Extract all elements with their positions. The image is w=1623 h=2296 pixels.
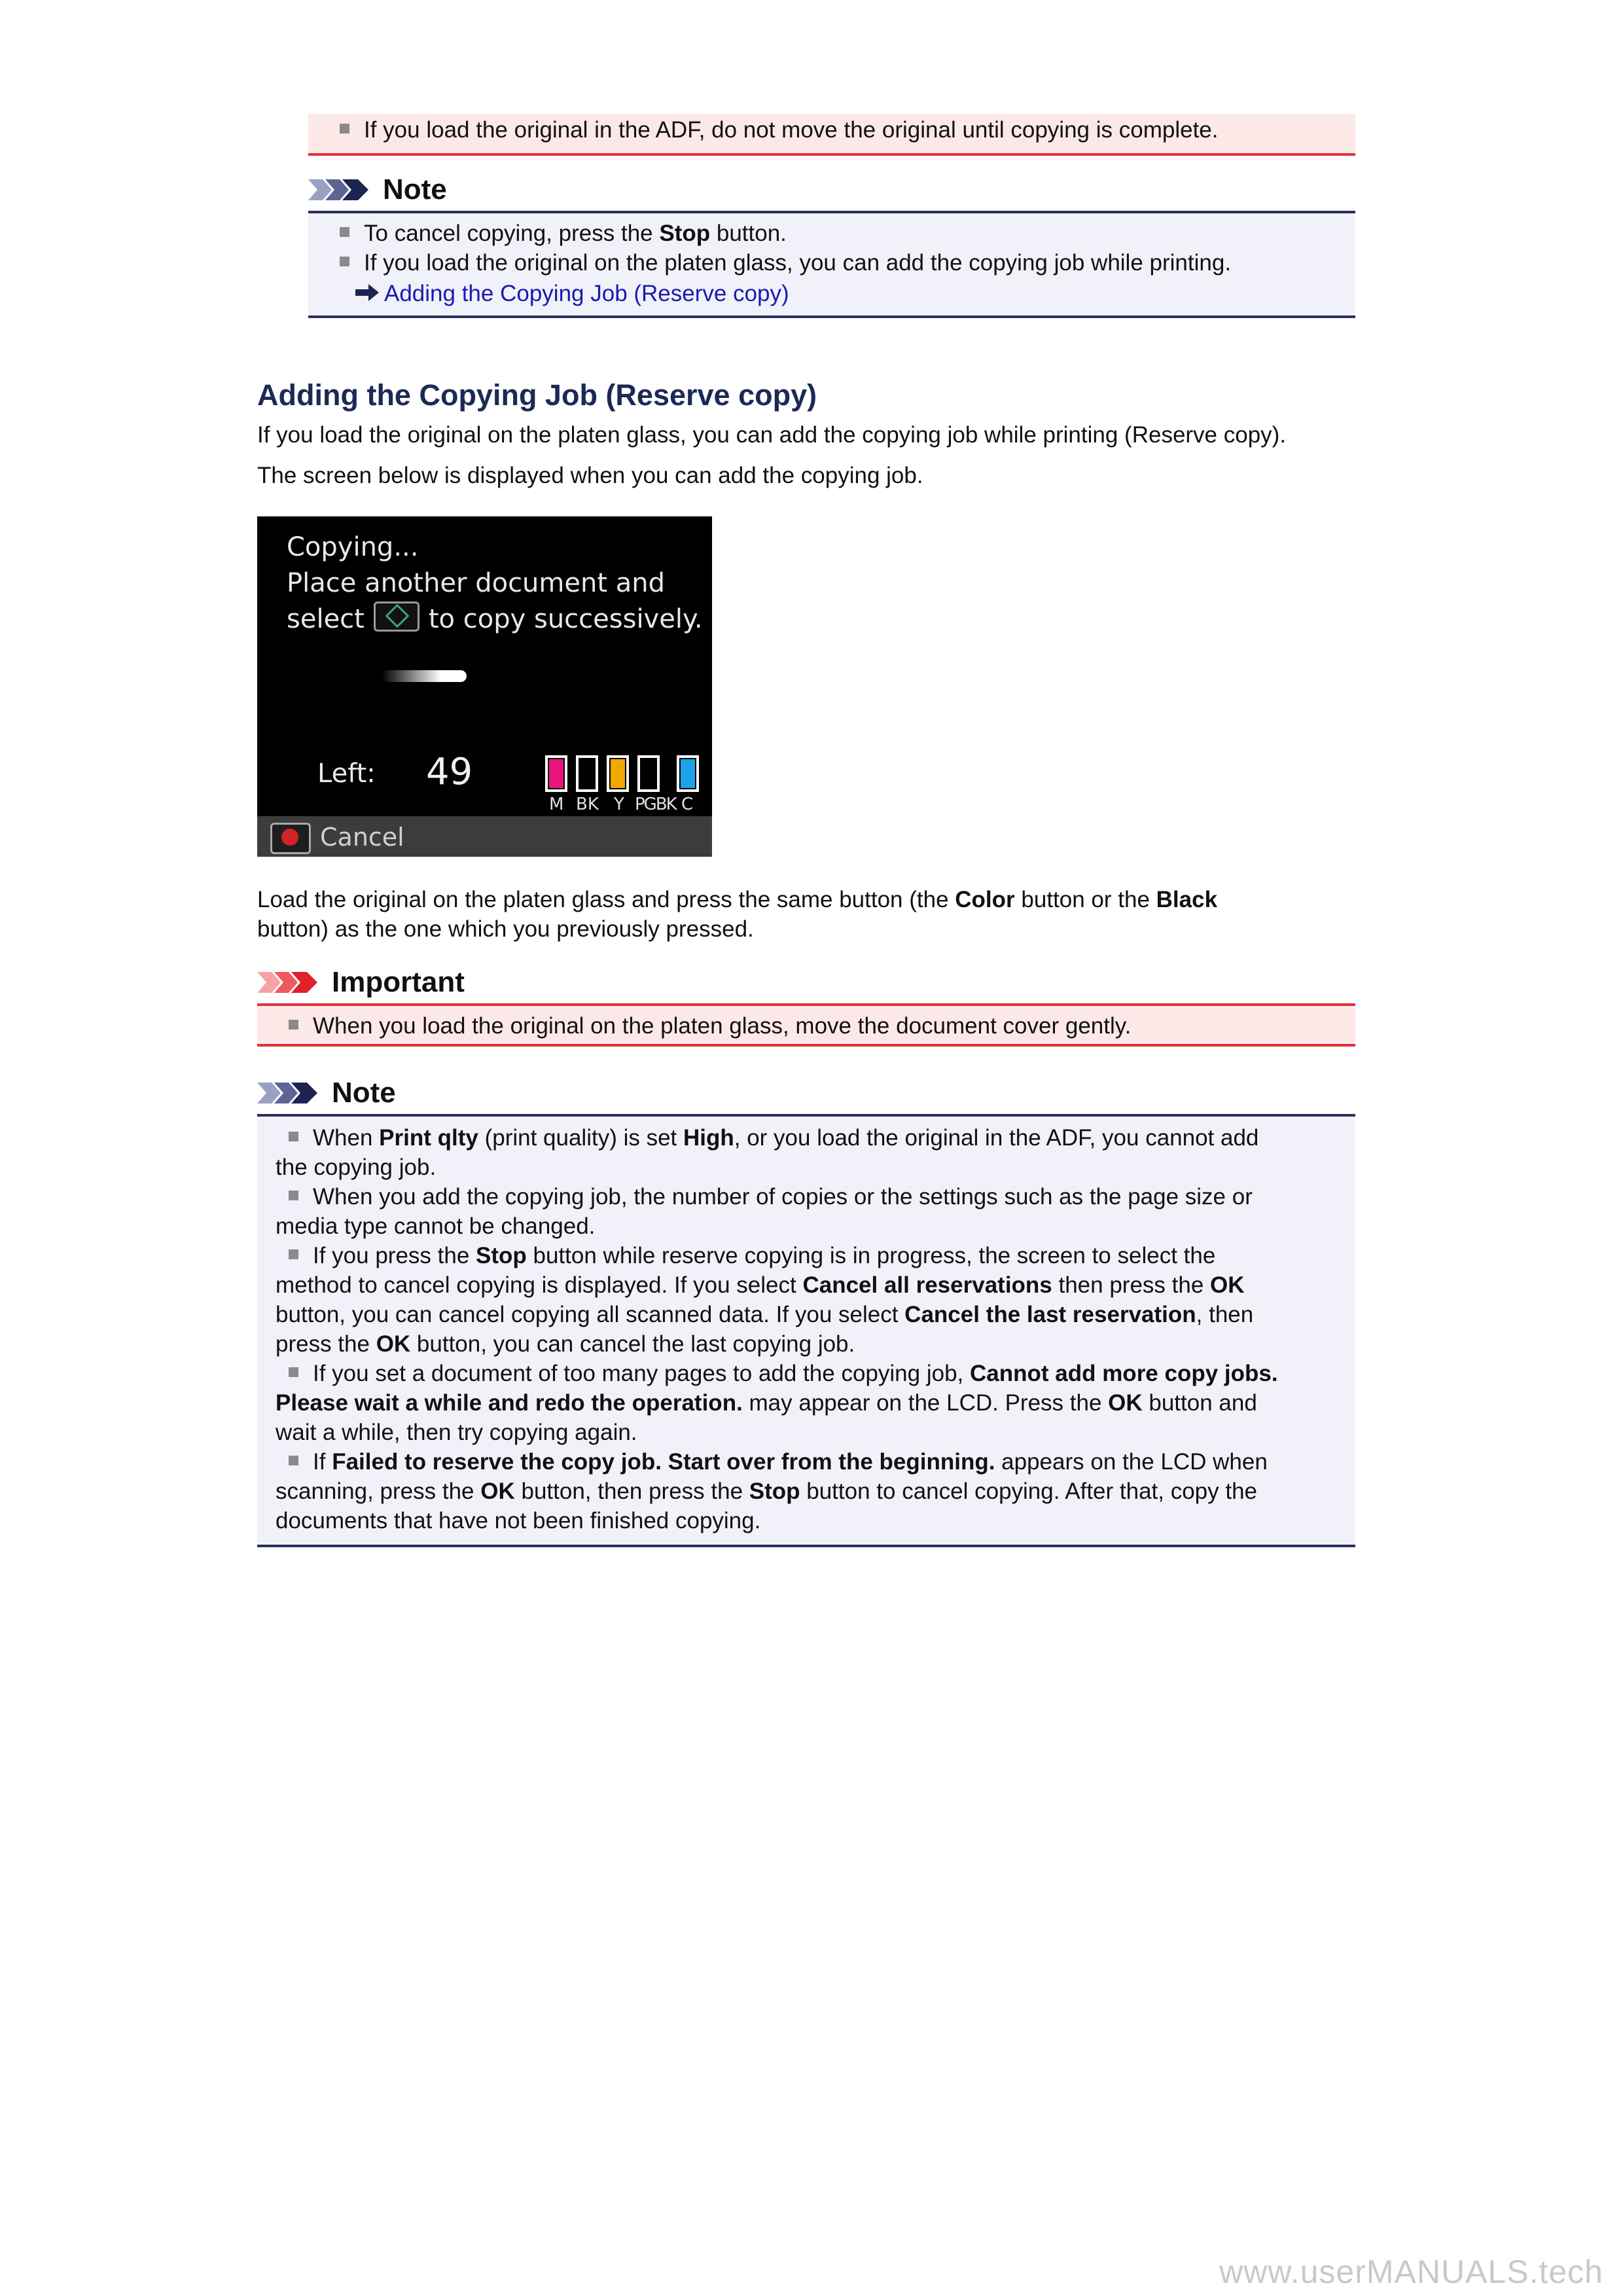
lcd-left-value: 49	[426, 751, 473, 793]
lcd-line: select to copy successively.	[287, 601, 703, 637]
important-title: Important	[332, 966, 465, 998]
note-item: To cancel copying, press the Stop button.	[340, 219, 787, 248]
important-box-top	[308, 114, 1355, 156]
lcd-bottom-bar	[257, 816, 712, 857]
paragraph: If you load the original on the platen glass, you can add the copying job while printing (Reserve copy).	[257, 422, 1287, 448]
lcd-cancel-label: Cancel	[320, 823, 404, 852]
ink-label: C	[681, 795, 694, 814]
note-item: If you load the original on the platen glass, you can add the copying job while printing.	[340, 248, 1231, 278]
ink-label: PGBK	[635, 795, 676, 814]
bullet-icon	[289, 1020, 298, 1030]
bullet-icon	[289, 1456, 298, 1465]
link-arrow-icon	[355, 284, 379, 301]
ink-tank-y	[607, 755, 629, 792]
note-item: If you set a document of too many pages to add the copying job, Cannot add more copy jobs. Please wait a while and redo the operation. may appear on the LCD. Press the OK button and wait a while, then try copying again.	[276, 1361, 1278, 1445]
note-box	[257, 1114, 1355, 1547]
note-heading	[308, 173, 447, 206]
lcd-line: Copying...	[287, 532, 419, 562]
important-heading	[257, 966, 465, 999]
ink-label: BK	[576, 795, 599, 814]
important-item: When you load the original on the platen glass, move the document cover gently.	[289, 1011, 1131, 1041]
section-title: Adding the Copying Job (Reserve copy)	[257, 378, 817, 412]
reserve-copy-link[interactable]: Adding the Copying Job (Reserve copy)	[355, 279, 789, 308]
bullet-icon	[340, 124, 349, 134]
stop-icon	[270, 823, 311, 854]
ink-tank-m	[545, 755, 567, 792]
lcd-line: Place another document and	[287, 568, 665, 598]
bullet-icon	[340, 227, 349, 237]
ink-label: M	[549, 795, 564, 814]
important-box	[257, 1003, 1355, 1047]
note-box	[308, 211, 1355, 318]
ink-label: Y	[614, 795, 624, 814]
note-item: When you add the copying job, the number of copies or the settings such as the page size or media type cannot be changed.	[276, 1184, 1253, 1239]
note-heading	[257, 1077, 396, 1109]
note-item: When Print qlty (print quality) is set High, or you load the original in the ADF, you cannot add the copying job.	[276, 1125, 1259, 1180]
color-start-icon	[374, 601, 419, 632]
note-title: Note	[383, 173, 447, 206]
paragraph: The screen below is displayed when you can add the copying job.	[257, 463, 923, 488]
ink-tank-c	[677, 755, 699, 792]
bullet-icon	[340, 257, 349, 266]
bullet-icon	[289, 1249, 298, 1259]
paragraph: Load the original on the platen glass and press the same button (the Color button or the Black button) as the one which you previously pressed.	[257, 887, 1218, 942]
note-title: Note	[332, 1077, 396, 1109]
important-item: If you load the original in the ADF, do not move the original until copying is complete.	[340, 115, 1218, 145]
bullet-icon	[289, 1132, 298, 1141]
bullet-icon	[289, 1367, 298, 1377]
lcd-left-label: Left:	[317, 759, 376, 789]
note-chevrons-icon	[257, 1081, 323, 1105]
watermark: www.userMANUALS.tech	[1219, 2253, 1603, 2290]
ink-tank-bk	[576, 755, 598, 792]
note-item: If Failed to reserve the copy job. Start over from the beginning. appears on the LCD when scanning, press the OK button, then press the Stop button to cancel copying. After that, copy the documents that have not been finished copying.	[276, 1449, 1268, 1534]
progress-indicator	[382, 670, 467, 682]
important-chevrons-icon	[257, 971, 323, 994]
note-item: If you press the Stop button while reserve copying is in progress, the screen to select the method to cancel copying is displayed. If you select Cancel all reservations then press the OK button, you can cancel copying all scanned data. If you select Cancel the last reservation, then press the OK button, you can cancel the last copying job.	[276, 1243, 1254, 1357]
note-chevrons-icon	[308, 178, 374, 202]
bullet-icon	[289, 1191, 298, 1200]
lcd-screenshot	[257, 516, 712, 857]
ink-tank-pgbk	[637, 755, 660, 792]
